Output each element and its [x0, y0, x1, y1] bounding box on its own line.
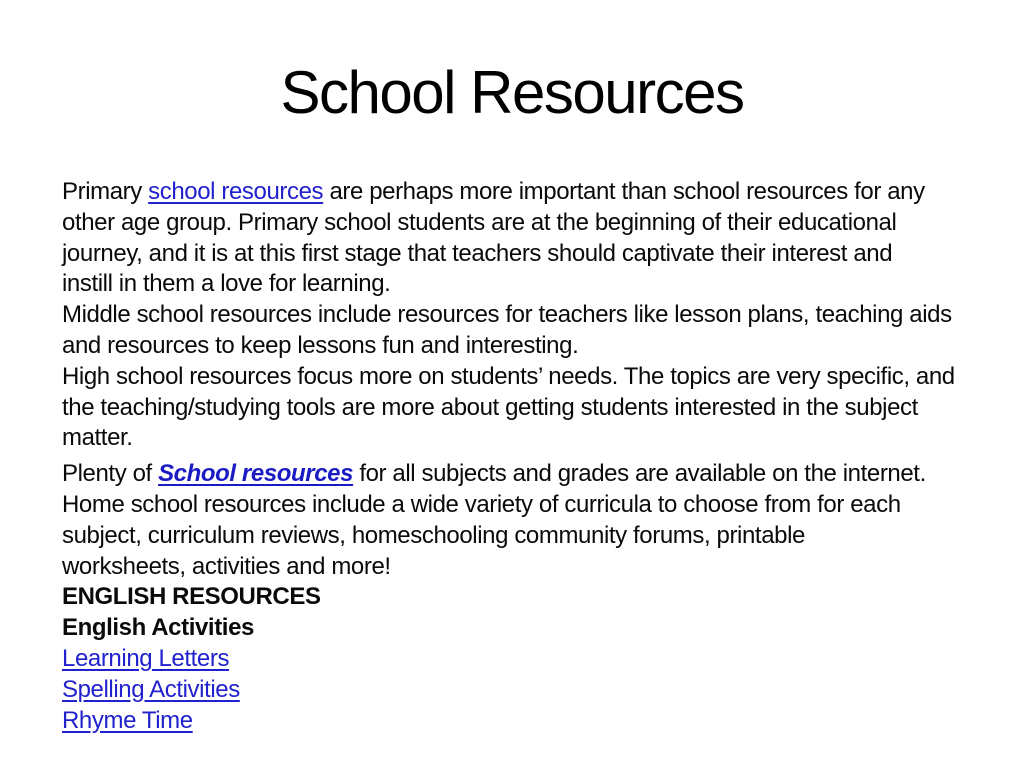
text-line: [62, 613, 992, 644]
link-learning-letters[interactable]: Learning Letters: [62, 644, 230, 672]
text-line: [62, 675, 992, 706]
text-run: journey, and it is at this first stage that teachers should captivate their interest and: [62, 239, 893, 267]
text-line: [62, 208, 992, 239]
text-run: subject, curriculum reviews, homeschooling community forums, printable: [62, 521, 805, 549]
text-run: Middle school resources include resources for teachers like lesson plans, teaching aids: [62, 301, 952, 329]
text-run: worksheets, activities and more!: [62, 552, 391, 580]
link-school-resources[interactable]: school resources: [148, 178, 324, 205]
text-run: English Activities: [62, 614, 254, 642]
text-run: are perhaps more important than school resources for any: [323, 178, 925, 205]
text-line: [62, 521, 992, 552]
text-line: [62, 239, 992, 270]
text-run: the teaching/studying tools are more about getting students interested in the subject: [62, 393, 918, 421]
link-rhyme-time[interactable]: Rhyme Time: [62, 706, 193, 734]
text-line: [62, 423, 992, 454]
text-line: [62, 331, 992, 362]
text-run: Home school resources include a wide variety of curricula to choose from for each: [62, 490, 901, 518]
text-run: High school resources focus more on students’ needs. The topics are very specific, and: [62, 362, 955, 390]
text-line: [62, 269, 992, 300]
text-line: [62, 490, 992, 521]
text-run: Plenty of: [62, 460, 159, 488]
text-run: for all subjects and grades are available on the internet.: [353, 460, 926, 488]
text-line: [62, 552, 992, 583]
text-run: matter.: [62, 424, 133, 452]
text-run: other age group. Primary school students are at the beginning of their educational: [62, 208, 897, 236]
slide-body-text: [62, 177, 992, 736]
text-run: and resources to keep lessons fun and interesting.: [62, 331, 579, 359]
link-spelling-activities[interactable]: Spelling Activities: [62, 675, 240, 703]
text-line: [62, 362, 992, 393]
link-school-resources-bold[interactable]: School resources: [158, 460, 354, 488]
text-run: ENGLISH RESOURCES: [62, 583, 321, 611]
text-line: [62, 706, 992, 737]
text-line: [62, 459, 992, 490]
text-line: [62, 644, 992, 675]
text-run: instill in them a love for learning.: [62, 270, 391, 298]
text-run: Primary: [62, 178, 149, 205]
text-line: [62, 300, 992, 331]
slide-title: School Resources: [280, 59, 744, 126]
text-line: [62, 393, 992, 424]
text-line: [62, 177, 992, 208]
text-line: [62, 582, 992, 613]
